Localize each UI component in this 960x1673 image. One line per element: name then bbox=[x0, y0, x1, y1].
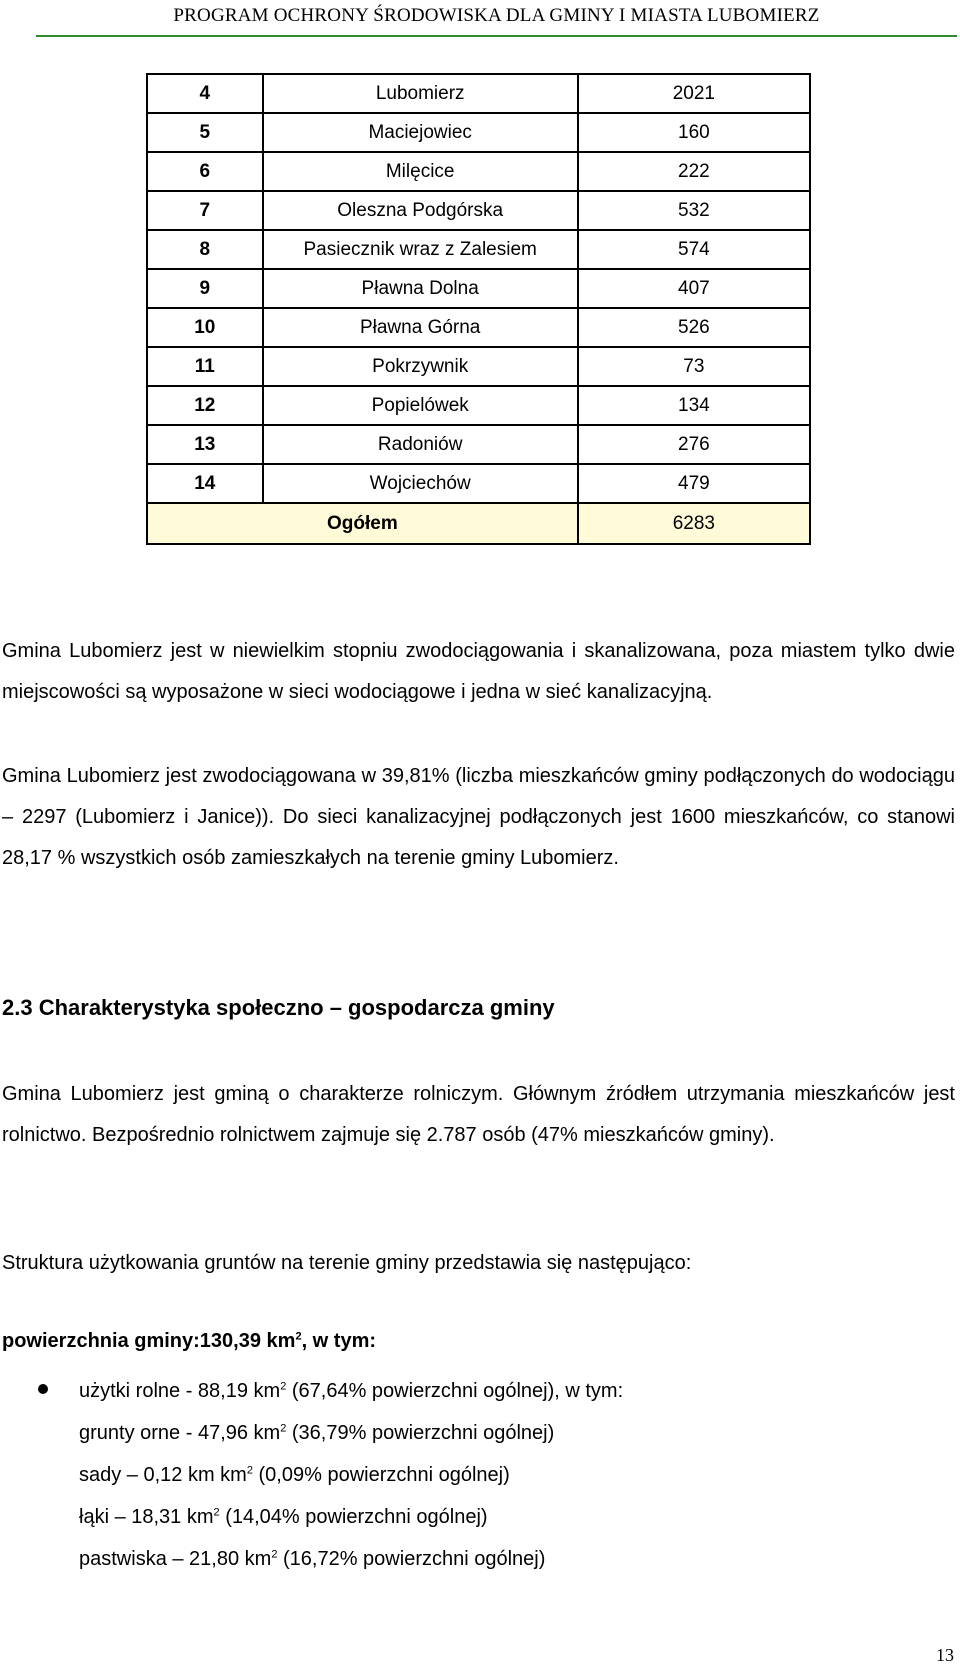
land-use-list bbox=[79, 1370, 623, 1580]
table-row bbox=[147, 308, 810, 347]
locality-name: Milęcice bbox=[263, 152, 578, 191]
area-total-suffix: , w tym: bbox=[301, 1330, 377, 1352]
locality-name: Pasiecznik wraz z Zalesiem bbox=[263, 230, 578, 269]
superscript: 2 bbox=[246, 1464, 253, 1477]
list-item-text: pastwiska – 21,80 km bbox=[79, 1548, 272, 1570]
superscript: 2 bbox=[280, 1380, 287, 1393]
population-value: 222 bbox=[578, 152, 810, 191]
row-number: 6 bbox=[147, 152, 263, 191]
population-value: 532 bbox=[578, 191, 810, 230]
locality-name: Maciejowiec bbox=[263, 113, 578, 152]
row-number: 8 bbox=[147, 230, 263, 269]
total-value: 6283 bbox=[578, 503, 810, 544]
locality-name: Oleszna Podgórska bbox=[263, 191, 578, 230]
list-item bbox=[79, 1370, 623, 1412]
table-row bbox=[147, 113, 810, 152]
table-total-row bbox=[147, 503, 810, 544]
row-number: 5 bbox=[147, 113, 263, 152]
list-item-text: użytki rolne - 88,19 km bbox=[79, 1380, 281, 1402]
table-row bbox=[147, 74, 810, 113]
locality-name: Pławna Górna bbox=[263, 308, 578, 347]
row-number: 7 bbox=[147, 191, 263, 230]
list-item-text: grunty orne - 47,96 km bbox=[79, 1422, 281, 1444]
list-item-suffix: (14,04% powierzchni ogólnej) bbox=[219, 1506, 488, 1528]
list-item-text: sady – 0,12 km km bbox=[79, 1464, 247, 1486]
population-value: 134 bbox=[578, 386, 810, 425]
paragraph-agriculture: Gmina Lubomierz jest gminą o charakterze rolniczym. Głównym źródłem utrzymania mieszkańców jest rolnictwo. Bezpośrednio rolnictwem zajmuje się 2.787 osób (47% mieszkańców gminy). bbox=[2, 1083, 955, 1146]
table-row bbox=[147, 191, 810, 230]
list-item-suffix: (16,72% powierzchni ogólnej) bbox=[277, 1548, 546, 1570]
population-value: 574 bbox=[578, 230, 810, 269]
table-row bbox=[147, 425, 810, 464]
section-heading: 2.3 Charakterystyka społeczno – gospodarcza gminy bbox=[2, 995, 555, 1020]
row-number: 4 bbox=[147, 74, 263, 113]
list-item bbox=[79, 1538, 623, 1580]
locality-name: Lubomierz bbox=[263, 74, 578, 113]
locality-name: Wojciechów bbox=[263, 464, 578, 503]
population-value: 73 bbox=[578, 347, 810, 386]
paragraph-infrastructure: Gmina Lubomierz jest w niewielkim stopniu zwodociągowania i skanalizowana, poza miastem tylko dwie miejscowości są wyposażone w sieci wodociągowe i jedna w sieć kanalizacyjną. bbox=[2, 640, 955, 703]
population-value: 2021 bbox=[578, 74, 810, 113]
list-item-suffix: (67,64% powierzchni ogólnej), w tym: bbox=[286, 1380, 624, 1402]
table-row bbox=[147, 347, 810, 386]
row-number: 12 bbox=[147, 386, 263, 425]
row-number: 13 bbox=[147, 425, 263, 464]
page-header: PROGRAM OCHRONY ŚRODOWISKA DLA GMINY I MIASTA LUBOMIERZ bbox=[36, 0, 957, 37]
total-label: Ogółem bbox=[147, 503, 578, 544]
row-number: 14 bbox=[147, 464, 263, 503]
area-total bbox=[2, 1330, 376, 1353]
locality-name: Pokrzywnik bbox=[263, 347, 578, 386]
population-value: 276 bbox=[578, 425, 810, 464]
locality-name: Radoniów bbox=[263, 425, 578, 464]
superscript: 2 bbox=[295, 1330, 302, 1343]
population-value: 526 bbox=[578, 308, 810, 347]
paragraph-water-sewage: Gmina Lubomierz jest zwodociągowana w 39,81% (liczba mieszkańców gminy podłączonych do wodociągu – 2297 (Lubomierz i Janice)). Do sieci kanalizacyjnej podłączonych jest 1600 mieszkańców, co stanowi 28,17 % wszystkich osób zamieszkałych na terenie gminy Lubomierz. bbox=[2, 765, 955, 869]
list-item bbox=[79, 1496, 623, 1538]
row-number: 9 bbox=[147, 269, 263, 308]
table-row bbox=[147, 386, 810, 425]
row-number: 10 bbox=[147, 308, 263, 347]
population-value: 479 bbox=[578, 464, 810, 503]
row-number: 11 bbox=[147, 347, 263, 386]
list-item-suffix: (0,09% powierzchni ogólnej) bbox=[252, 1464, 510, 1486]
list-item-text: łąki – 18,31 km bbox=[79, 1506, 214, 1528]
list-item bbox=[79, 1454, 623, 1496]
list-item-suffix: (36,79% powierzchni ogólnej) bbox=[286, 1422, 555, 1444]
list-item bbox=[79, 1412, 623, 1454]
superscript: 2 bbox=[271, 1548, 278, 1561]
bullet-icon bbox=[38, 1384, 48, 1394]
locality-name: Pławna Dolna bbox=[263, 269, 578, 308]
table-row bbox=[147, 152, 810, 191]
population-value: 160 bbox=[578, 113, 810, 152]
population-table bbox=[146, 73, 811, 545]
area-total-text: powierzchnia gminy:130,39 km bbox=[2, 1330, 296, 1352]
locality-name: Popielówek bbox=[263, 386, 578, 425]
population-value: 407 bbox=[578, 269, 810, 308]
paragraph-land-use-intro: Struktura użytkowania gruntów na terenie gminy przedstawia się następująco: bbox=[2, 1252, 692, 1274]
superscript: 2 bbox=[280, 1422, 287, 1435]
superscript: 2 bbox=[213, 1506, 220, 1519]
table-row bbox=[147, 464, 810, 503]
page-number: 13 bbox=[936, 1645, 954, 1665]
table-row bbox=[147, 230, 810, 269]
table-row bbox=[147, 269, 810, 308]
